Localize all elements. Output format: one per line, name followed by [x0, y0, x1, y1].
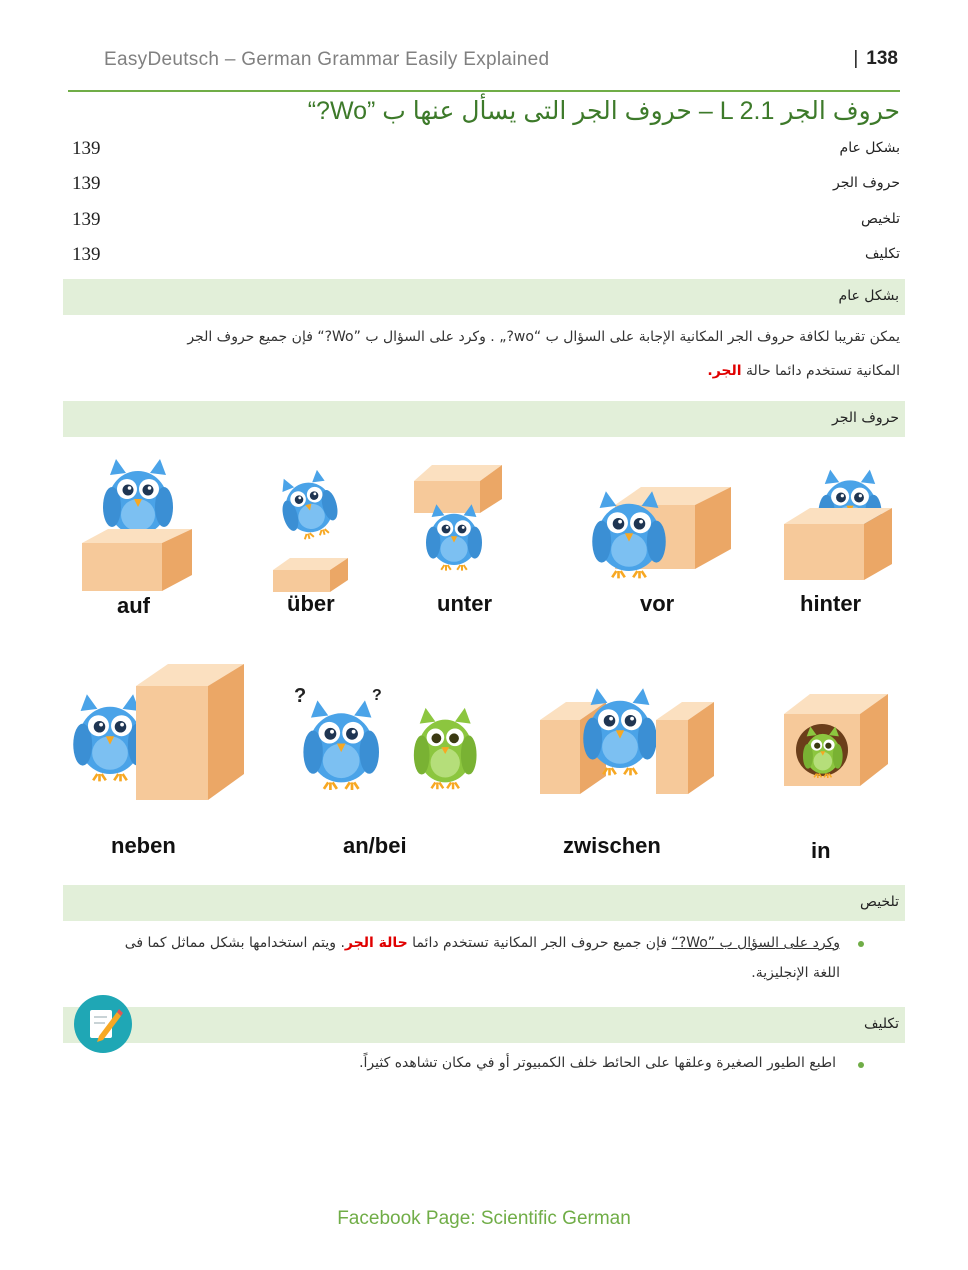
- neben-illustration: [68, 662, 248, 807]
- summary-middle: فإن جميع حروف الجر المكانية تستخدم دائما: [407, 935, 672, 951]
- owl-icon: [274, 470, 343, 544]
- box-icon: [273, 558, 348, 592]
- owl-icon: [414, 708, 477, 789]
- book-title: EasyDeutsch – German Grammar Easily Explained: [104, 49, 550, 70]
- vor-illustration: [585, 483, 735, 588]
- summary-text: [70, 928, 840, 988]
- box-icon: [784, 694, 888, 786]
- question-mark: ?: [294, 685, 307, 707]
- summary-highlight: حالة الجر: [344, 935, 408, 951]
- general-line-1: يمكن تقريبا لكافة حروف الجر المكانية الإجابة على السؤال ب “wo?„ . وكرد على السؤال ب ”Wo?“ فإن جميع حروف الجر: [187, 329, 900, 345]
- general-paragraph: [68, 320, 900, 388]
- toc-label: تلخيص: [861, 211, 900, 227]
- toc-label: حروف الجر: [832, 175, 900, 191]
- toc-entry[interactable]: [68, 207, 900, 237]
- general-line-2: [68, 354, 900, 388]
- owl-icon: [73, 694, 147, 781]
- toc-label: تكليف: [865, 246, 900, 262]
- word-an-bei: an/bei: [343, 833, 407, 858]
- toc-entry[interactable]: [68, 242, 900, 272]
- in-illustration: [780, 690, 895, 790]
- word-vor: vor: [640, 591, 675, 616]
- auf-illustration: [78, 455, 208, 595]
- question-mark: ?: [372, 687, 382, 704]
- ueber-illustration: [268, 470, 358, 595]
- zwischen-illustration: [536, 680, 721, 800]
- summary-line-1: [70, 928, 840, 958]
- box-icon: [136, 664, 244, 800]
- box-icon: [82, 529, 192, 591]
- box-icon: [656, 702, 714, 794]
- toc-page: 139: [72, 244, 101, 265]
- pencil-note-icon: [73, 994, 133, 1054]
- word-auf: auf: [117, 593, 150, 618]
- section-heading: حروف الجر: [831, 410, 899, 426]
- general-line-2-text: المكانية تستخدم دائما حالة: [741, 363, 900, 379]
- box-icon: [784, 508, 892, 580]
- footer-link[interactable]: Facebook Page: Scientific German: [337, 1208, 631, 1229]
- section-heading: تكليف: [864, 1016, 899, 1032]
- chapter-title: حروف الجر L 2.1 – حروف الجر التى يسأل عنها ب ”Wo?“: [307, 97, 900, 125]
- an-bei-illustration: [286, 678, 486, 803]
- hinter-illustration: [780, 466, 905, 586]
- toc-page: 139: [72, 173, 101, 194]
- owl-icon: [426, 504, 482, 570]
- owl-icon: [303, 700, 379, 790]
- word-zwischen: zwischen: [563, 833, 661, 858]
- word-unter: unter: [437, 591, 492, 616]
- section-summary-bar: [63, 885, 905, 921]
- word-ueber: über: [287, 591, 335, 616]
- general-highlight: الجر.: [707, 363, 742, 379]
- header-separator: |: [853, 48, 859, 69]
- word-in: in: [811, 838, 831, 863]
- header-rule: [68, 90, 900, 92]
- box-icon: [414, 465, 502, 513]
- page-number: 138: [866, 48, 898, 69]
- summary-question: وكرد على السؤال ب ”Wo?“: [671, 935, 840, 951]
- toc-page: 139: [72, 209, 101, 230]
- section-prepositions-bar: [63, 401, 905, 437]
- section-heading: تلخيص: [860, 894, 899, 910]
- word-hinter: hinter: [800, 591, 862, 616]
- toc-page: 139: [72, 138, 101, 159]
- section-heading: بشكل عام: [838, 288, 899, 304]
- section-general-bar: [63, 279, 905, 315]
- bullet-icon: [858, 1062, 864, 1068]
- summary-line-2: اللغة الإنجليزية.: [751, 965, 840, 981]
- toc-label: بشكل عام: [839, 140, 900, 156]
- page-number-block: [853, 48, 898, 70]
- task-line-1: اطبع الطيور الصغيرة وعلقها على الحائط خلف الكمبيوتر أو في مكان تشاهده كثيراً.: [359, 1055, 836, 1071]
- word-neben: neben: [111, 833, 176, 858]
- section-task-bar: [63, 1007, 905, 1043]
- toc-entry[interactable]: [68, 136, 900, 166]
- bullet-icon: [858, 941, 864, 947]
- toc-entry[interactable]: [68, 171, 900, 201]
- unter-illustration: [408, 463, 508, 583]
- summary-end: . ويتم استخدامها بشكل مماثل كما فى: [124, 935, 345, 951]
